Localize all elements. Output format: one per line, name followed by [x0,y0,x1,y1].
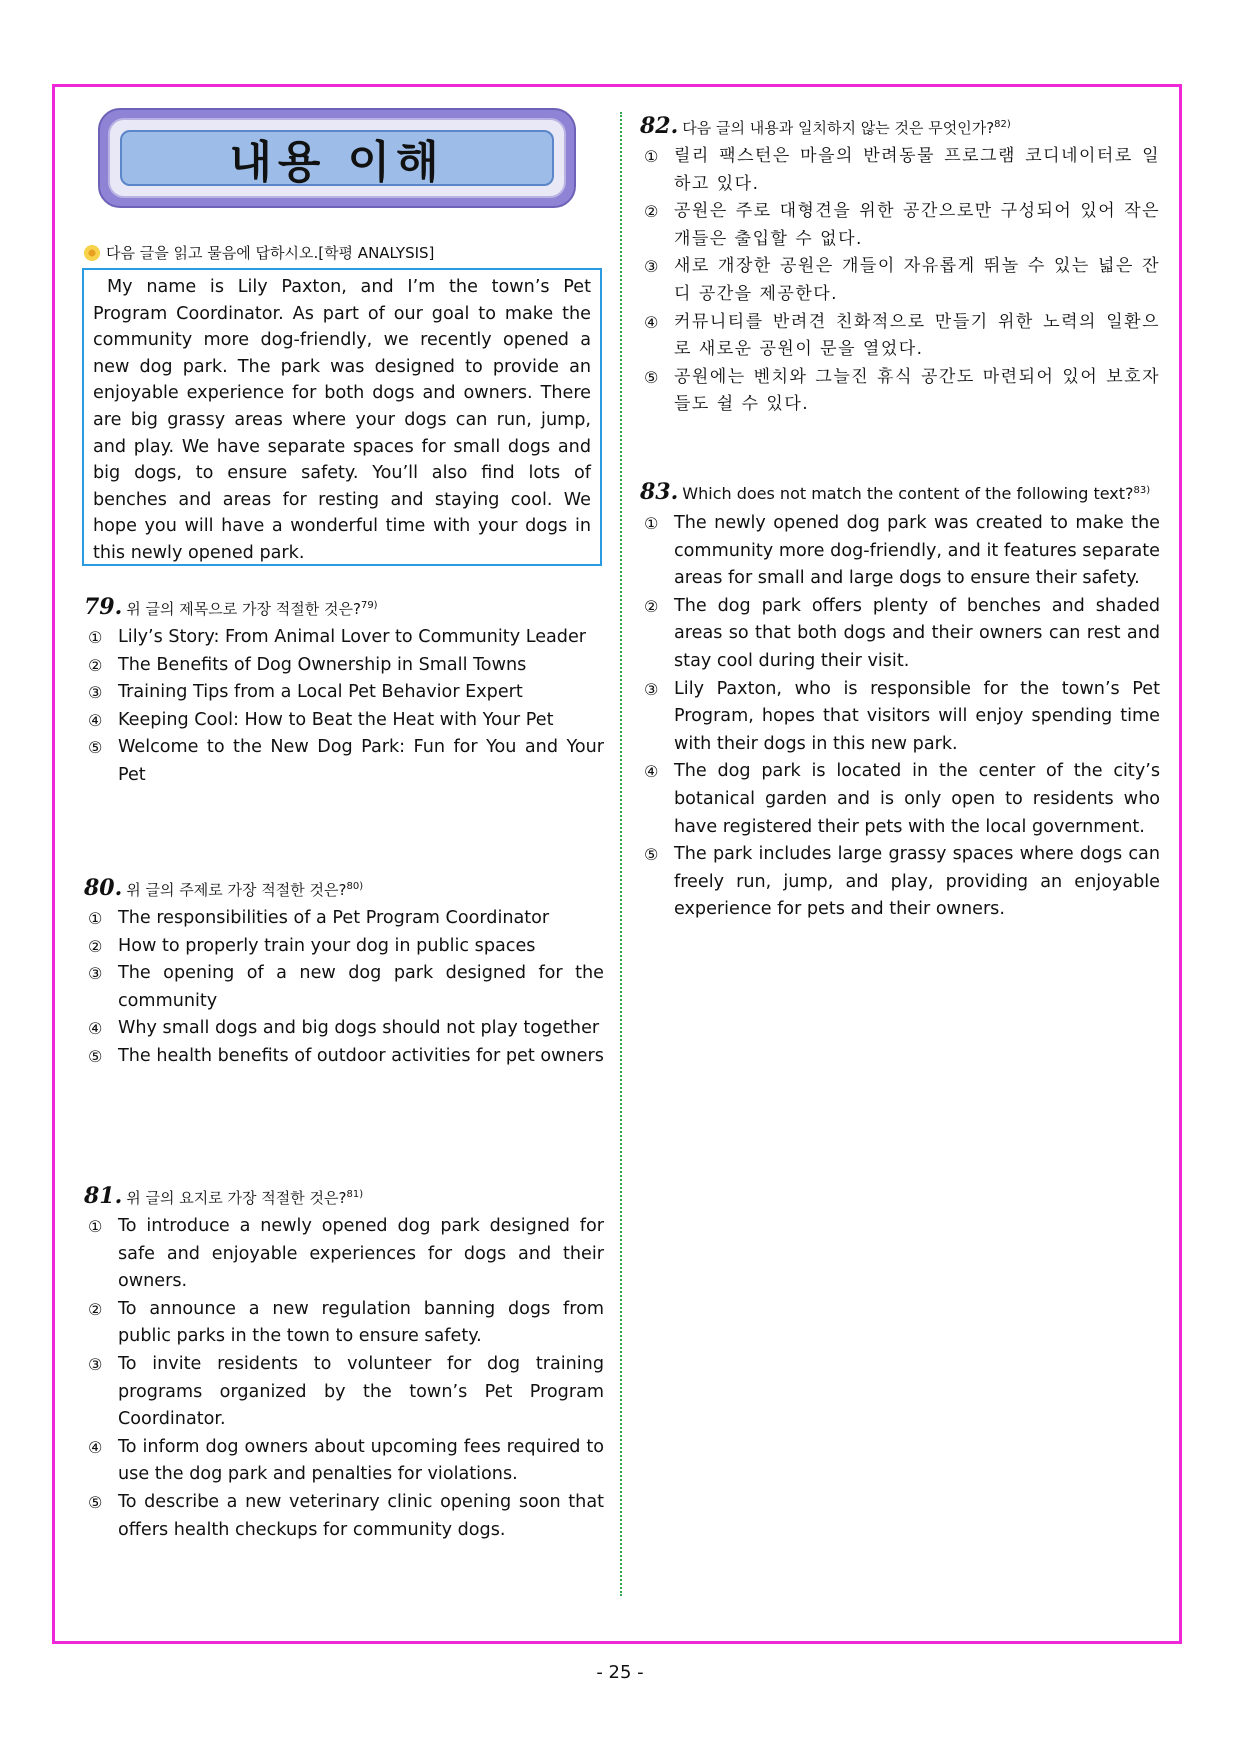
option-item[interactable]: ② The Benefits of Dog Ownership in Small Towns [88,654,527,675]
option-item[interactable]: ⑤ The health benefits of outdoor activities for pet owners [88,1045,604,1066]
section-title: 내용 이해 [229,137,445,188]
question-83 [640,480,1160,924]
question-number: 83. [640,479,679,505]
option-item[interactable]: ③ To invite residents to volunteer for dog training programs organized by the town’s Pet Program Coordinator. [88,1353,604,1430]
option-item[interactable]: ⑤ Welcome to the New Dog Park: Fun for You and Your Pet [88,737,604,785]
option-list [84,624,604,790]
option-item[interactable]: ④ The dog park is located in the center of the city’s botanical garden and is only open to residents who have registered their pets with the local government. [644,761,1160,837]
option-item[interactable]: ③ The opening of a new dog park designed for the community [88,963,604,1011]
option-item[interactable]: ③ Training Tips from a Local Pet Behavior Expert [88,682,523,703]
question-number: 82. [640,113,679,139]
question-ref: 83) [1133,485,1151,496]
question-82 [640,114,1160,419]
question-ref: 79) [360,600,378,611]
reading-passage: My name is Lily Paxton, and I’m the town’s Pet Program Coordinator. As part of our goal to make the community more dog-friendly, we recently opened a new dog park. The park was designed to provide an enjoyable experience for both dogs and owners. There are big grassy areas where your dogs can run, jump, and play. We have separate spaces for small dogs and big dogs, to ensure safety. You’ll also find lots of benches and areas for resting and staying cool. We hope you will have a wonderful time with your dogs in this newly opened park. [82,268,602,566]
option-item[interactable]: ② 공원은 주로 대형견을 위한 공간으로만 구성되어 있어 작은 개들은 출입할 수 없다. [644,201,1160,249]
question-ref: 81) [346,1189,364,1200]
question-81 [84,1184,604,1544]
option-list [640,510,1160,924]
option-item[interactable]: ⑤ The park includes large grassy spaces where dogs can freely run, jump, and play, providing an enjoyable experience for pets and their owners. [644,844,1160,920]
option-item[interactable]: ② How to properly train your dog in public spaces [88,935,536,956]
question-ref: 80) [346,881,364,892]
section-title-badge [98,108,576,208]
question-number: 80. [84,875,123,901]
page-number: - 25 - [596,1662,644,1683]
question-number: 79. [84,594,123,620]
option-item[interactable]: ④ Why small dogs and big dogs should not play together [88,1018,600,1039]
option-item[interactable]: ③ Lily Paxton, who is responsible for the town’s Pet Program, hopes that visitors will enjoy spending time with their dogs in this new park. [644,678,1160,754]
instruction-line [84,242,434,263]
question-prompt: Which does not match the content of the following text? [682,484,1134,503]
option-item[interactable]: ④ Keeping Cool: How to Beat the Heat with Your Pet [88,709,554,730]
option-item[interactable]: ④ 커뮤니티를 반려견 친화적으로 만들기 위한 노력의 일환으로 새로운 공원이 문을 열었다. [644,311,1160,360]
question-number: 81. [84,1183,123,1209]
question-prompt: 위 글의 요지로 가장 적절한 것은? [126,1189,347,1207]
flower-icon [84,245,100,261]
question-ref: 82) [994,119,1011,130]
option-list [84,1213,604,1544]
question-79 [84,595,604,790]
option-list [84,905,604,1071]
option-item[interactable]: ① The responsibilities of a Pet Program Coordinator [88,908,550,928]
option-item[interactable]: ⑤ 공원에는 벤치와 그늘진 휴식 공간도 마련되어 있어 보호자들도 쉴 수 있다. [644,366,1160,415]
question-80 [84,876,604,1071]
option-item[interactable]: ② The dog park offers plenty of benches and shaded areas so that both dogs and their owners can rest and stay cool during their visit. [644,595,1160,671]
question-prompt: 위 글의 주제로 가장 적절한 것은? [126,881,347,899]
option-item[interactable]: ① Lily’s Story: From Animal Lover to Community Leader [88,627,587,647]
option-item[interactable]: ① To introduce a newly opened dog park designed for safe and enjoyable experiences for dogs and their owners. [88,1216,604,1292]
option-item[interactable]: ⑤ To describe a new veterinary clinic opening soon that offers health checkups for community dogs. [88,1491,604,1540]
column-divider [620,112,622,1596]
option-item[interactable]: ① 릴리 팩스턴은 마을의 반려동물 프로그램 코디네이터로 일하고 있다. [644,146,1160,194]
option-item[interactable]: ④ To inform dog owners about upcoming fees required to use the dog park and penalties for violations. [88,1436,604,1485]
option-list [640,143,1160,419]
instruction-text: 다음 글을 읽고 물음에 답하시오.[학평 ANALYSIS] [106,244,435,262]
question-prompt: 위 글의 제목으로 가장 적절한 것은? [126,600,361,618]
option-item[interactable]: ② To announce a new regulation banning dogs from public parks in the town to ensure safety. [88,1298,604,1347]
question-prompt: 다음 글의 내용과 일치하지 않는 것은 무엇인가? [682,119,995,137]
option-item[interactable]: ① The newly opened dog park was created to make the community more dog-friendly, and it features separate areas for small and large dogs to ensure their safety. [644,513,1160,589]
option-item[interactable]: ③ 새로 개장한 공원은 개들이 자유롭게 뛰놀 수 있는 넓은 잔디 공간을 제공한다. [644,256,1160,304]
